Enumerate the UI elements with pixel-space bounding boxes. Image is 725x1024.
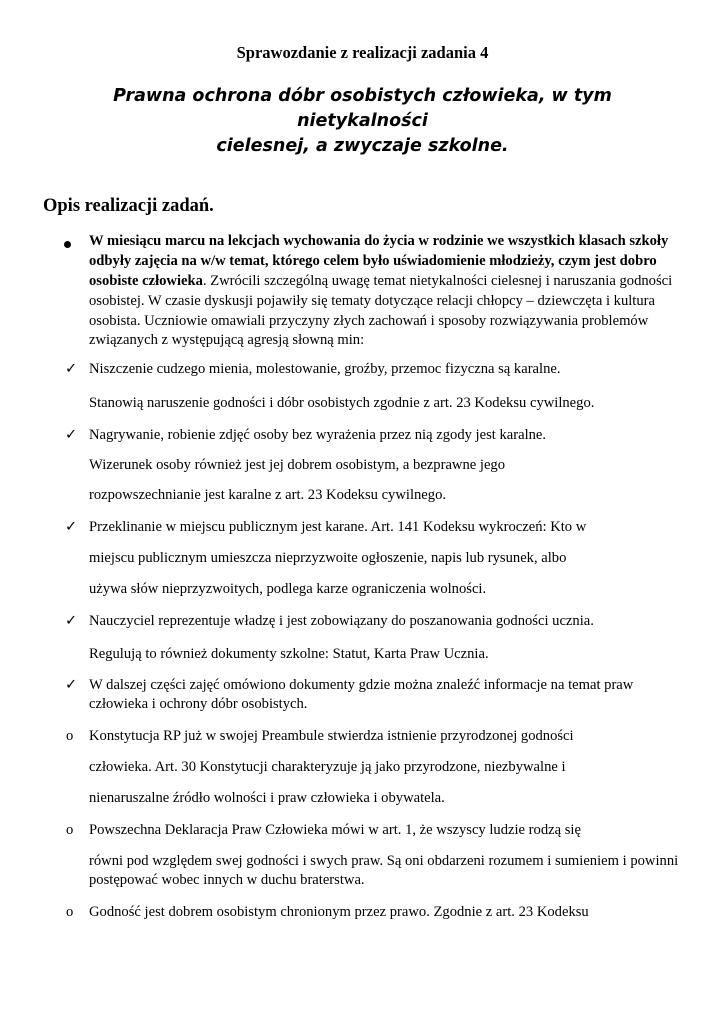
check-item-2-line-3: rozpowszechnianie jest karalne z art. 23 Kodeksu cywilnego.	[89, 487, 447, 503]
topic-title	[50, 84, 675, 159]
intro-line-2: odbyły zajęcia na w/w temat, którego celem było uświadomienie młodzieży, czym jest dobro	[89, 253, 657, 269]
circle-bullet-icon: o	[66, 728, 74, 744]
checkmark-icon: ✓	[65, 427, 78, 443]
intro-bold-phrase: osobiste człowieka	[89, 273, 203, 289]
bullet-dot-icon	[64, 241, 71, 248]
circle-item-2-line-3: postępować wobec innych w duchu braterstwa.	[89, 872, 365, 888]
intro-line-3: osobiste człowieka. Zwrócili szczególną uwagę temat nietykalności cielesnej i naruszania godności	[89, 273, 673, 289]
check-item-4-line-2: Regulują to również dokumenty szkolne: Statut, Karta Praw Ucznia.	[89, 646, 489, 662]
circle-item-3-line-1: Godność jest dobrem osobistym chronionym przez prawo. Zgodnie z art. 23 Kodeksu	[89, 904, 589, 920]
circle-bullet-icon: o	[66, 904, 74, 920]
intro-line-4: osobistej. W czasie dyskusji pojawiły się tematy dotyczące relacji chłopcy – dziewczęta i kultura	[89, 293, 655, 309]
check-item-1-line-2: Stanowią naruszenie godności i dóbr osobistych zgodnie z art. 23 Kodeksu cywilnego.	[89, 395, 595, 411]
topic-line-2: cielesnej, a zwyczaje szkolne.	[216, 136, 509, 156]
check-item-3-line-1: Przeklinanie w miejscu publicznym jest karane. Art. 141 Kodeksu wykroczeń: Kto w	[89, 519, 587, 535]
check-item-1-line-1: Niszczenie cudzego mienia, molestowanie, groźby, przemoc fizyczna są karalne.	[89, 361, 561, 377]
check-item-5-line-1: W dalszej części zajęć omówiono dokumenty gdzie można znaleźć informacje na temat praw	[89, 677, 634, 693]
checkmark-icon: ✓	[65, 677, 78, 693]
check-item-2-line-1: Nagrywanie, robienie zdjęć osoby bez wyrażenia przez nią zgody jest karalne.	[89, 427, 547, 443]
intro-line-1: W miesiącu marcu na lekcjach wychowania do życia w rodzinie we wszystkich klasach szkoły	[89, 233, 669, 249]
checkmark-icon: ✓	[65, 613, 78, 629]
check-item-5-line-2: człowieka i ochrony dóbr osobistych.	[89, 696, 308, 712]
check-item-2-line-2: Wizerunek osoby również jest jej dobrem osobistym, a bezprawne jego	[89, 457, 506, 473]
circle-bullet-icon: o	[66, 822, 74, 838]
check-item-3-line-2: miejscu publicznym umieszcza nieprzyzwoite ogłoszenie, napis lub rysunek, albo	[89, 550, 567, 566]
checkmark-icon: ✓	[65, 361, 78, 377]
circle-item-1-line-3: nienaruszalne źródło wolności i praw człowieka i obywatela.	[89, 790, 445, 806]
circle-item-1-line-1: Konstytucja RP już w swojej Preambule stwierdza istnienie przyrodzonej godności	[89, 728, 574, 744]
section-heading: Opis realizacji zadań.	[43, 196, 214, 216]
checkmark-icon: ✓	[65, 519, 78, 535]
circle-item-2-line-1: Powszechna Deklaracja Praw Człowieka mówi w art. 1, że wszyscy ludzie rodzą się	[89, 822, 581, 838]
topic-line-1: Prawna ochrona dóbr osobistych człowieka, w tym nietykalności	[113, 86, 612, 131]
circle-item-2-line-2: równi pod względem swej godności i swych praw. Są oni obdarzeni rozumem i sumieniem i powinni	[89, 853, 679, 869]
check-item-4-line-1: Nauczyciel reprezentuje władzę i jest zobowiązany do poszanowania godności ucznia.	[89, 613, 594, 629]
circle-item-1-line-2: człowieka. Art. 30 Konstytucji charakteryzuje ją jako przyrodzone, niezbywalne i	[89, 759, 566, 775]
intro-line-6: związanych z występującą agresją słowną min:	[89, 332, 365, 348]
intro-line-5: osobista. Uczniowie omawiali przyczyny złych zachowań i sposoby rozwiązywania problemów	[89, 313, 649, 329]
report-title: Sprawozdanie z realizacji zadania 4	[236, 43, 489, 62]
check-item-3-line-3: używa słów nieprzyzwoitych, podlega karze ograniczenia wolności.	[89, 581, 487, 597]
